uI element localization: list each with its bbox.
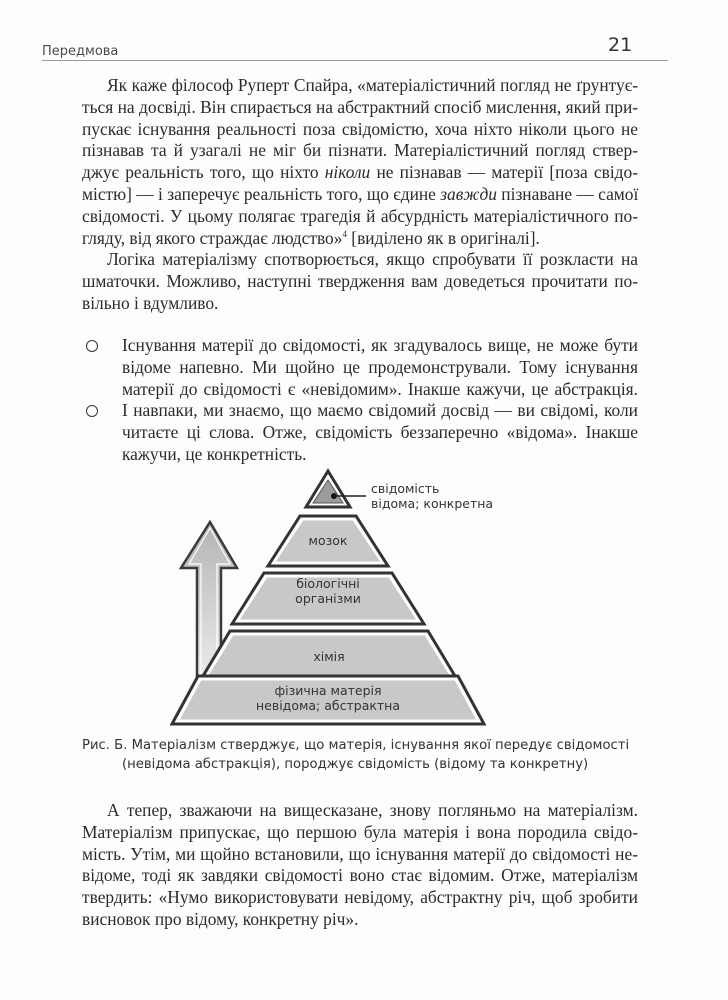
text-line: висновок про відому, конкретну річ». bbox=[82, 908, 359, 929]
text-run: пізнаване — самої bbox=[496, 183, 639, 204]
text-line: читаєте ці слова. Отже, свідомість беззаперечно «відома». Інакше bbox=[122, 422, 638, 443]
text-line: шматочки. Можливо, наступні твердження вам доведеться прочитати по- bbox=[82, 271, 638, 292]
text-line: пізнавав та й узагалі не міг би пізнати. Матеріалістичний погляд ствер- bbox=[82, 140, 638, 161]
text-run: [виділено як в оригіналі]. bbox=[346, 227, 540, 248]
text-line: відоме напевно. Ми щойно це продемонстрували. Тому існування bbox=[122, 356, 638, 377]
caption-line: (невідома абстракція), породжує свідомість (відому та конкретну) bbox=[122, 757, 589, 772]
bullet-item bbox=[82, 400, 638, 465]
body-text-top bbox=[82, 75, 638, 315]
text-line bbox=[82, 184, 638, 206]
text-line: відоме, тоді як завдяки свідомості воно стає відомим. Отже, матеріалізм bbox=[82, 865, 638, 886]
circle-bullet-icon bbox=[86, 405, 98, 417]
text-line bbox=[82, 228, 638, 250]
text-line: Існування матерії до свідомості, як згадувалось вище, не може бути bbox=[122, 335, 638, 355]
text-line: вільно і вдумливо. bbox=[82, 292, 219, 313]
page-number: 21 bbox=[608, 34, 633, 56]
label-line: невідома; абстрактна bbox=[255, 698, 401, 713]
circle-bullet-icon bbox=[86, 340, 98, 352]
label-line: свідомість bbox=[371, 481, 440, 496]
label-matter bbox=[172, 683, 484, 713]
pyramid-figure bbox=[170, 462, 540, 727]
label-line: фізична матерія bbox=[274, 683, 382, 698]
label-consciousness bbox=[371, 481, 493, 511]
text-line: Як каже філософ Руперт Спайра, «матеріалістичний погляд не ґрунтує- bbox=[107, 75, 638, 95]
text-run: джує реальність того, що ніхто bbox=[82, 162, 325, 183]
text-line: свідомості. У цьому полягає трагедія й абсурдність матеріалістичного по- bbox=[82, 205, 638, 226]
running-title: Передмова bbox=[42, 44, 119, 59]
label-organisms bbox=[232, 576, 424, 606]
text-line: твердить: «Нумо використовувати невідому, абстрактну річ, щоб зробити bbox=[82, 887, 638, 908]
label-brain bbox=[268, 533, 388, 548]
label-chemistry bbox=[200, 649, 458, 664]
text-line bbox=[82, 162, 638, 184]
header-rule bbox=[42, 60, 668, 61]
text-run: не пізнавав — матерії [поза свідо- bbox=[370, 162, 639, 183]
figure-caption bbox=[82, 736, 652, 774]
label-line: біологічні bbox=[296, 576, 360, 591]
label-line: відома; конкретна bbox=[371, 496, 494, 511]
text-line: мість. Утім, ми щойно встановили, що існування матерії до свідомості не- bbox=[82, 843, 638, 864]
text-run: гляду, від якого страждає людство» bbox=[82, 227, 343, 248]
text-line: А тепер, зважаючи на вищесказане, знову погляньмо на матеріалізм. bbox=[107, 800, 638, 820]
emphasis-text: ніколи bbox=[324, 162, 371, 183]
page-header bbox=[42, 36, 668, 62]
text-run: містю] — і заперечує реальність того, що єдине bbox=[82, 183, 441, 204]
label-line: мозок bbox=[308, 533, 348, 548]
text-line: пускає існування реальності поза свідомістю, хоча ніхто ніколи цього не bbox=[82, 118, 638, 139]
text-line: Логіка матеріалізму спотворюється, якщо спробувати її розкласти на bbox=[107, 249, 638, 270]
emphasis-text: завжди bbox=[440, 183, 497, 204]
footnote-reference[interactable]: 4 bbox=[342, 228, 347, 239]
label-line: організми bbox=[295, 591, 361, 606]
text-line: матерії до свідомості є «невідомим». Інакше кажучи, це абстракція. bbox=[122, 378, 638, 399]
body-text-bottom bbox=[82, 800, 638, 931]
text-line: кажучи, це конкретність. bbox=[122, 443, 307, 464]
bullet-list bbox=[82, 335, 638, 466]
bullet-item bbox=[82, 335, 638, 400]
text-line: ться на досвіді. Він спирається на абстрактний спосіб мислення, який при- bbox=[82, 96, 639, 117]
label-line: хімія bbox=[313, 649, 345, 664]
text-line: Матеріалізм припускає, що першою була матерія і вона породила свідо- bbox=[82, 821, 638, 842]
caption-line: Рис. Б. Матеріалізм стверджує, що матерія, існування якої передує свідомості bbox=[82, 738, 630, 753]
text-line: І навпаки, ми знаємо, що маємо свідомий досвід — ви свідомі, коли bbox=[122, 400, 638, 421]
